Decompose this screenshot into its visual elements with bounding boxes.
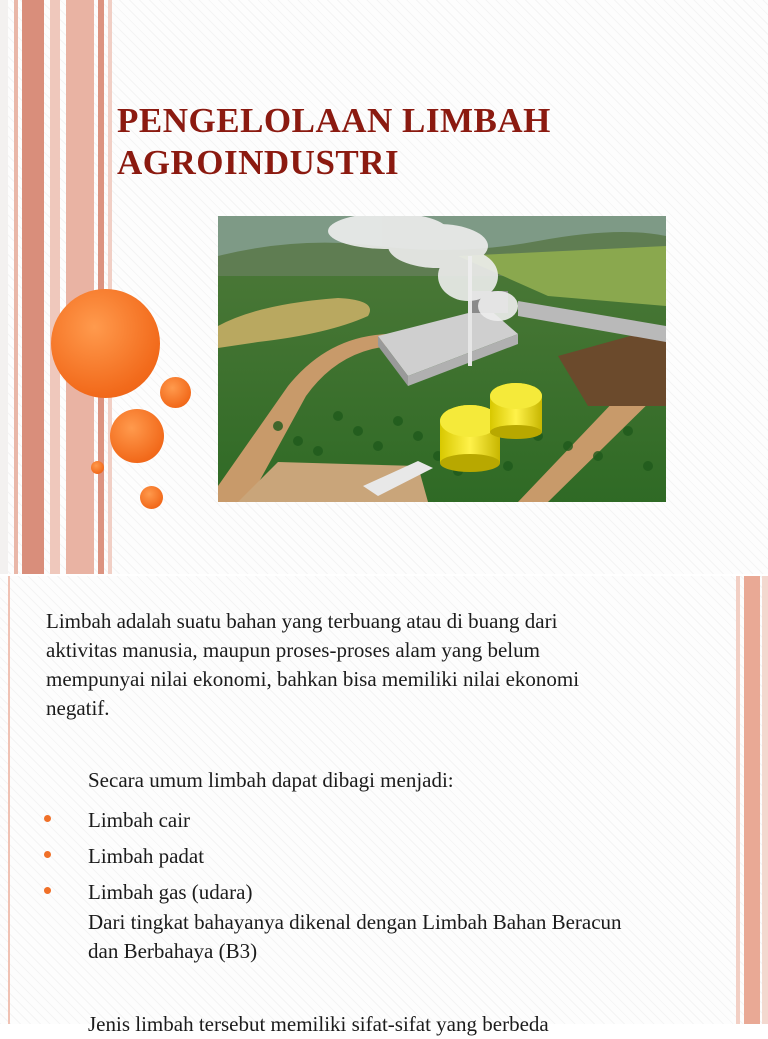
- decor-stripe: [22, 0, 44, 574]
- bullet-icon: [44, 851, 51, 858]
- decor-circle: [160, 377, 191, 408]
- bullet-icon: [44, 815, 51, 822]
- list-item-label: Limbah cair: [88, 808, 191, 832]
- list-item-label: Limbah padat: [88, 844, 205, 868]
- decor-stripe: [50, 0, 60, 574]
- decor-stripe: [98, 0, 104, 574]
- decor-stripe: [108, 0, 112, 574]
- decor-stripe: [762, 576, 768, 1024]
- list-item: [44, 802, 252, 838]
- definition-paragraph: Limbah adalah suatu bahan yang terbuang atau di buang dari aktivitas manusia, maupun proses-proses alam yang belum mempunyai nilai ekonomi, bahkan bisa memiliki nilai ekonomi negatif.: [46, 609, 580, 720]
- decor-circle: [140, 486, 163, 509]
- decor-stripe: [66, 0, 94, 574]
- list-item: [44, 874, 252, 910]
- decor-stripe: [744, 576, 760, 1024]
- decor-stripe: [736, 576, 740, 1024]
- list-item: [44, 838, 252, 874]
- b3-note: Dari tingkat bahayanya dikenal dengan Limbah Bahan Beracun dan Berbahaya (B3): [88, 910, 622, 963]
- decor-stripe: [8, 576, 10, 1024]
- decor-circle: [110, 409, 164, 463]
- bullet-icon: [44, 887, 51, 894]
- intro-text: Secara umum limbah dapat dibagi menjadi:: [88, 768, 454, 792]
- factory-aerial-photo: [218, 216, 666, 502]
- decor-stripe: [14, 0, 18, 574]
- slide-title-text: PENGELOLAAN LIMBAH AGROINDUSTRI: [117, 101, 551, 182]
- list-item-label: Limbah gas (udara): [88, 880, 253, 904]
- decor-stripe: [0, 0, 8, 574]
- waste-type-list: [44, 802, 252, 910]
- decor-circle: [51, 289, 160, 398]
- decor-circle: [91, 461, 104, 474]
- cut-off-text: Jenis limbah tersebut memiliki sifat-sifat yang berbeda: [88, 1012, 549, 1036]
